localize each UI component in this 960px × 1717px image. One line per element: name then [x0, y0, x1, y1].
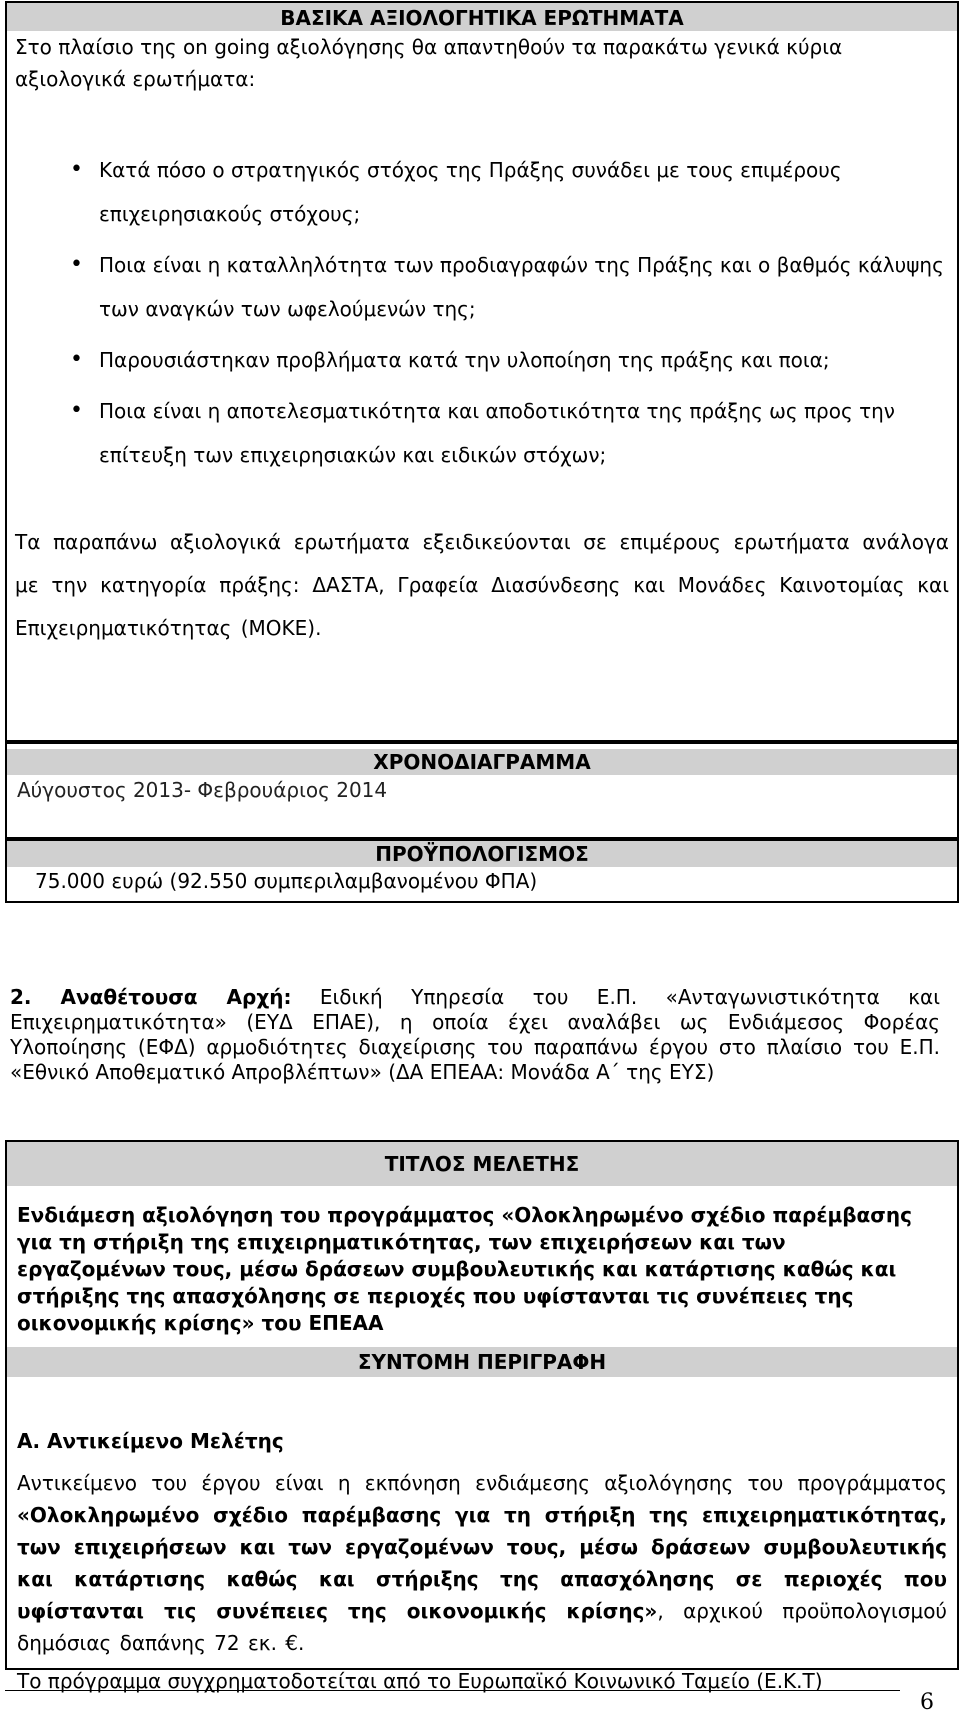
subject-bold: «Ολοκληρωμένο σχέδιο παρέμβασης για τη στήριξη της επιχειρηματικότητας, των επιχειρήσεων και των εργαζομένων τους, μέσω δράσεων συμβουλευτικής και κατάρτισης καθώς και στήριξης της απασχόλησης σε περιοχές που υφίστανται τις συνέπειες της οικονομικής κρίσης»	[17, 1503, 947, 1623]
budget-value: 75.000 ευρώ (92.550 συμπεριλαμβανομένου ΦΠΑ)	[35, 869, 538, 893]
subject-pre: Αντικείμενο του έργου είναι η εκπόνηση ενδιάμεσης αξιολόγησης του προγράμματος	[17, 1471, 947, 1495]
evaluation-intro: Στο πλαίσιο της on going αξιολόγησης θα απαντηθούν τα παρακάτω γενικά κύρια αξιολογικά ερωτήματα:	[15, 35, 843, 91]
list-item: • Παρουσιάστηκαν προβλήματα κατά την υλοποίηση της πράξης και ποια;	[15, 338, 949, 382]
timeline-value: Αύγουστος 2013- Φεβρουάριος 2014	[17, 778, 388, 802]
contracting-authority	[10, 985, 940, 1085]
timeline-box	[5, 742, 959, 839]
list-item: • Ποια είναι η καταλληλότητα των προδιαγραφών της Πράξης και ο βαθμός κάλυψης των αναγκών των ωφελούμενών της;	[15, 243, 949, 331]
evaluation-questions-heading: ΒΑΣΙΚΑ ΑΞΙΟΛΟΓΗΤΙΚΑ ΕΡΩΤΗΜΑΤΑ	[7, 3, 957, 31]
funding-text: Το πρόγραμμα συγχρηματοδοτείται από το Ευρωπαϊκό Κοινωνικό Ταμείο (Ε.Κ.Τ)	[17, 1669, 823, 1693]
study-box	[5, 1140, 959, 1693]
timeline-heading: ΧΡΟΝΟΔΙΑΓΡΑΜΜΑ	[7, 749, 957, 775]
evaluation-closing: Τα παραπάνω αξιολογικά ερωτήματα εξειδικεύονται σε επιμέρους ερωτήματα ανάλογα με την κατηγορία πράξης: ΔΑΣΤΑ, Γραφεία Διασύνδεσης και Μονάδες Καινοτομίας και Επιχειρηματικότητας (ΜΟΚΕ).	[15, 530, 949, 640]
budget-heading: ΠΡΟΫΠΟΛΟΓΙΣΜΟΣ	[7, 841, 957, 867]
study-title-heading: ΤΙΤΛΟΣ ΜΕΛΕΤΗΣ	[7, 1142, 957, 1186]
footer-rule	[5, 1690, 900, 1691]
page-number: 6	[920, 1690, 934, 1715]
subject-heading: Α. Αντικείμενο Μελέτης	[17, 1429, 284, 1453]
subject-post: , αρχικού προϋπολογισμού δημόσιας δαπάνης 72 εκ. €.	[17, 1599, 948, 1655]
study-title-text: Ενδιάμεση αξιολόγηση του προγράμματος «Ολοκληρωμένο σχέδιο παρέμβασης για τη στήριξη της επιχειρηματικότητας, των επιχειρήσεων και των εργαζομένων τους, μέσω δράσεων συμβουλευτικής και κατάρτισης καθώς και στήριξης της απασχόλησης σε περιοχές που υφίστανται τις συνέπειες της οικονομικής κρίσης» του ΕΠΕΑΑ	[17, 1203, 912, 1335]
authority-text: Ειδική Υπηρεσία του Ε.Π. «Ανταγωνιστικότητα και Επιχειρηματικότητα» (ΕΥΔ ΕΠΑΕ), η οποία έχει αναλάβει ως Ενδιάμεσος Φορέας Υλοποίησης (ΕΦΔ) αρμοδιότητες διαχείρισης του παραπάνω έργου στο πλαίσιο του Ε.Π. «Εθνικό Αποθεματικό Απροβλέπτων» (ΔΑ ΕΠΕΑΑ: Μονάδα Α΄ της ΕΥΣ)	[10, 985, 940, 1084]
summary-heading: ΣΥΝΤΟΜΗ ΠΕΡΙΓΡΑΦΗ	[7, 1347, 957, 1377]
budget-box	[5, 839, 959, 903]
subject-paragraph	[17, 1467, 947, 1659]
authority-label: 2. Αναθέτουσα Αρχή:	[10, 985, 292, 1009]
evaluation-questions-box	[5, 1, 959, 742]
list-item: • Κατά πόσο ο στρατηγικός στόχος της Πράξης συνάδει με τους επιμέρους επιχειρησιακούς στόχους;	[15, 148, 949, 236]
evaluation-questions-list	[15, 148, 949, 477]
list-item: • Ποια είναι η αποτελεσματικότητα και αποδοτικότητα της πράξης ως προς την επίτευξη των επιχειρησιακών και ειδικών στόχων;	[15, 389, 949, 477]
